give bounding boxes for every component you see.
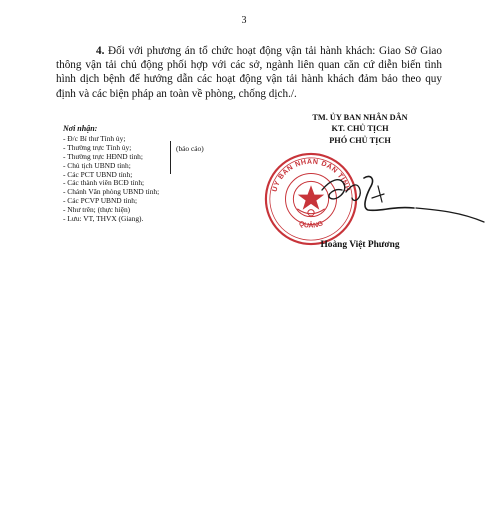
seal-text-bottom: QUẢNG <box>297 220 325 230</box>
paragraph-text: Đối với phương án tổ chức hoạt động vận tải hành khách: Giao Sở Giao thông vận tải chủ động phối hợp với các sở, ngành liên quan căn cứ diễn biến tình hình dịch bệnh để hướng dẫn các hoạt động vận tải hành khách đảm bảo theo quy định và các biện pháp an toàn về phòng, chống dịch./. <box>56 45 442 100</box>
recipient-item: - Thường trực Tỉnh ủy; <box>63 142 132 152</box>
recipient-item: - Thường trực HĐND tỉnh; <box>63 151 143 161</box>
recipients-bracket <box>170 141 173 174</box>
recipients-list <box>63 125 233 224</box>
signature-title-line3: PHÓ CHỦ TỊCH <box>329 135 391 145</box>
body-paragraph <box>56 44 442 101</box>
signer-name: Hoàng Việt Phương <box>320 240 400 250</box>
recipient-item: - Như trên; (thực hiện) <box>63 205 131 215</box>
recipient-item: - Lưu: VT, THVX (Giang). <box>63 214 144 224</box>
recipient-item: - Chủ tịch UBND tỉnh; <box>63 160 131 170</box>
seal-text-top: ỦY BAN NHÂN DÂN TỈNH <box>271 158 351 193</box>
signature-title-line2: KT. CHỦ TỊCH <box>331 124 389 134</box>
handwritten-signature-icon <box>318 168 488 228</box>
recipient-item: - Đ/c Bí thư Tỉnh ủy; <box>63 133 126 143</box>
bracket-note: (báo cáo) <box>176 144 204 153</box>
recipient-item: - Các PCT UBND tỉnh; <box>63 169 133 179</box>
page-number: 3 <box>241 15 247 26</box>
recipient-item: - Các thành viên BCĐ tỉnh; <box>63 178 145 188</box>
recipient-item: - Các PCVP UBND tỉnh; <box>63 196 138 206</box>
recipients-heading: Nơi nhận: <box>63 124 98 133</box>
signature-title-line1: TM. ỦY BAN NHÂN DÂN <box>312 113 408 122</box>
paragraph-number: 4. <box>96 45 105 57</box>
signature-block <box>290 112 430 146</box>
recipient-item: - Chánh Văn phòng UBND tỉnh; <box>63 187 160 197</box>
